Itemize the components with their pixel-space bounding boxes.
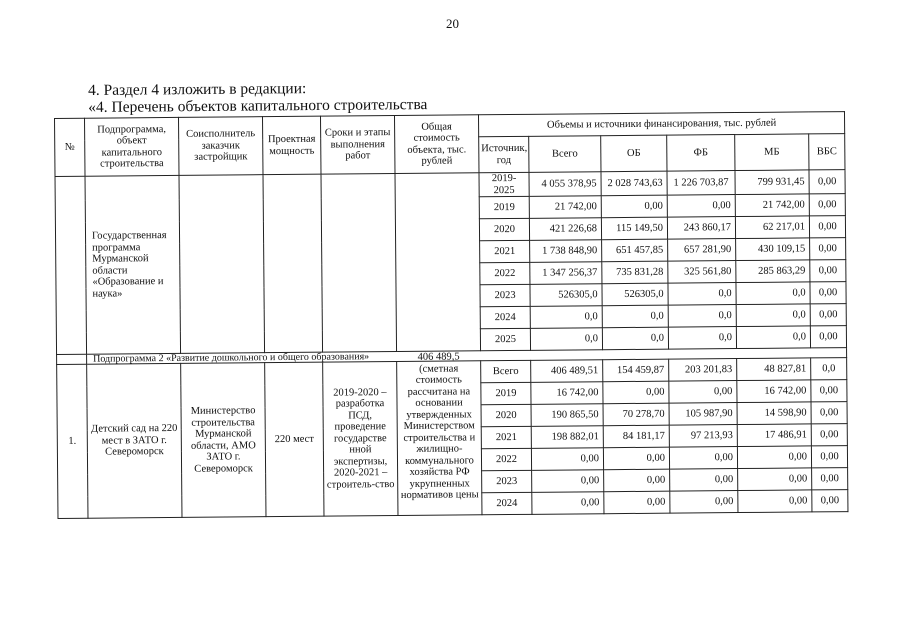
- row-fb: 243 860,17: [667, 217, 735, 240]
- row-total: 0,00: [532, 492, 604, 515]
- header-capacity: Проектная мощность: [262, 116, 321, 175]
- row-total: 526305,0: [530, 284, 602, 307]
- row-mb: 285 863,29: [736, 260, 810, 283]
- row-mb: 0,00: [738, 468, 812, 491]
- row-year: Всего: [481, 360, 531, 382]
- row-vbs: 0,00: [811, 402, 847, 424]
- row-total: 0,00: [532, 470, 604, 493]
- row-mb: 62 217,01: [735, 216, 809, 239]
- row-year: 2025: [480, 328, 530, 350]
- object-num: 1.: [57, 364, 88, 518]
- row-mb: 0,0: [736, 304, 810, 327]
- header-ob: ОБ: [601, 135, 667, 172]
- header-terms: Сроки и этапы выполнения работ: [320, 116, 395, 175]
- row-total: 421 226,68: [529, 218, 601, 241]
- row-vbs: 0,00: [812, 468, 848, 490]
- header-total: Всего: [529, 136, 601, 173]
- row-fb: 105 987,90: [669, 403, 737, 426]
- row-ob: 115 149,50: [601, 217, 667, 240]
- row-ob: 0,0: [602, 327, 668, 350]
- row-mb: 21 742,00: [735, 194, 809, 217]
- row-mb: 48 827,81: [737, 358, 811, 381]
- row-fb: 0,00: [669, 447, 737, 470]
- row-vbs: 0,00: [810, 260, 846, 282]
- row-year: 2022: [480, 262, 530, 284]
- header-mb: МБ: [735, 134, 809, 171]
- row-total: 1 347 256,37: [530, 262, 602, 285]
- row-mb: 14 598,90: [737, 402, 811, 425]
- row-fb: 0,0: [668, 305, 736, 328]
- header-fb: ФБ: [667, 135, 735, 172]
- row-ob: 0,00: [603, 381, 669, 404]
- row-total: 4 055 378,95: [529, 172, 601, 197]
- row-ob: 0,00: [604, 491, 670, 514]
- row-vbs: 0,00: [812, 490, 848, 512]
- object-terms: 2019-2020 – разработка ПСД, проведение государстве нной экспертизы, 2020-2021 – строитель-ство: [323, 362, 398, 517]
- row-fb: 0,00: [670, 491, 738, 514]
- section-heading: [88, 75, 848, 116]
- row-ob: 154 459,87: [603, 359, 669, 382]
- row-year: 2019: [479, 196, 529, 218]
- row-year: 2024: [482, 492, 532, 514]
- row-total: 406 489,51: [531, 360, 603, 383]
- object-name: Детский сад на 220 мест в ЗАТО г. Североморск: [87, 363, 182, 518]
- row-fb: 657 281,90: [668, 239, 736, 262]
- header-vbs: ВБС: [809, 134, 845, 170]
- row-total: 198 882,01: [531, 426, 603, 449]
- object-total-cost: [397, 351, 482, 516]
- row-ob: 735 831,28: [602, 261, 668, 284]
- row-fb: 0,00: [670, 469, 738, 492]
- row-fb: 97 213,93: [669, 425, 737, 448]
- header-num: №: [55, 118, 86, 176]
- header-source-year: Источник, год: [479, 136, 529, 172]
- program-capacity-cell: [263, 174, 323, 352]
- subprogram-num-cell: [57, 354, 87, 364]
- row-year: 2022: [481, 448, 531, 470]
- row-fb: 1 226 703,87: [667, 171, 735, 196]
- row-ob: 651 457,85: [602, 239, 668, 262]
- row-mb: 0,0: [736, 282, 810, 305]
- row-year: 2020: [481, 404, 531, 426]
- row-fb: 0,0: [668, 327, 736, 350]
- object-coexecutor: Министерство строительства Мурманской области, АМО ЗАТО г. Североморск: [181, 363, 266, 518]
- capital-construction-table: [54, 111, 847, 519]
- row-total: 0,0: [530, 306, 602, 329]
- row-ob: 2 028 743,63: [601, 171, 667, 196]
- row-mb: 17 486,91: [737, 424, 811, 447]
- row-year: 2019: [481, 382, 531, 404]
- header-coexecutor: Соисполнитель заказчик застройщик: [178, 117, 263, 176]
- row-mb: 799 931,45: [735, 170, 809, 195]
- row-total: 190 865,50: [531, 404, 603, 427]
- row-vbs: 0,00: [811, 380, 847, 402]
- heading-line-1: 4. Раздел 4 изложить в редакции:: [88, 80, 307, 99]
- row-total: 21 742,00: [529, 196, 601, 219]
- row-fb: 325 561,80: [668, 261, 736, 284]
- row-mb: 0,00: [738, 490, 812, 513]
- program-coexecutor-cell: [179, 175, 265, 354]
- row-mb: 430 109,15: [736, 238, 810, 261]
- row-year: 2023: [480, 284, 530, 306]
- row-vbs: 0,00: [810, 304, 846, 326]
- row-vbs: 0,00: [810, 238, 846, 260]
- header-total-cost: Общая стоимость объекта, тыс. рублей: [394, 115, 479, 174]
- row-fb: 203 201,83: [669, 359, 737, 382]
- row-total: 1 738 848,90: [530, 240, 602, 263]
- row-vbs: 0,00: [811, 446, 847, 468]
- row-vbs: 0,00: [809, 216, 845, 238]
- program-num-cell: [55, 176, 87, 354]
- row-vbs: 0,0: [811, 358, 847, 380]
- program-terms-cell: [321, 174, 397, 353]
- row-mb: 16 742,00: [737, 380, 811, 403]
- row-ob: 0,00: [604, 469, 670, 492]
- row-mb: 0,0: [736, 326, 810, 349]
- header-financing: Объемы и источники финансирования, тыс. рублей: [478, 112, 844, 137]
- row-vbs: 0,00: [810, 326, 846, 348]
- program-cost-cell: [395, 173, 481, 352]
- row-fb: 0,0: [668, 283, 736, 306]
- row-ob: 70 278,70: [603, 403, 669, 426]
- row-year: 2023: [482, 470, 532, 492]
- row-fb: 0,00: [669, 381, 737, 404]
- row-ob: 84 181,17: [603, 425, 669, 448]
- row-total: 0,0: [530, 328, 602, 351]
- row-year: 2024: [480, 306, 530, 328]
- object-capacity: 220 мест: [265, 362, 324, 517]
- heading-line-2: «4. Перечень объектов капитального строительства: [88, 96, 428, 116]
- row-fb: 0,00: [667, 195, 735, 218]
- row-year: 2021: [480, 240, 530, 262]
- row-ob: 0,00: [603, 447, 669, 470]
- row-vbs: 0,00: [809, 194, 845, 216]
- row-year: 2020: [479, 218, 529, 240]
- object-total-cost-text: 406 489,5 (сметная стоимость рассчитана на основании утвержденных Министерством строительства и жилищно-коммунального хозяйства РФ укрупненных нормативов цены: [400, 351, 479, 501]
- row-vbs: 0,00: [810, 282, 846, 304]
- row-total: 16 742,00: [531, 382, 603, 405]
- row-year: 2021: [481, 426, 531, 448]
- row-total: 0,00: [531, 448, 603, 471]
- page-number: 20: [446, 16, 459, 31]
- row-ob: 526305,0: [602, 283, 668, 306]
- row-ob: 0,0: [602, 305, 668, 328]
- subprogram-title: Подпрограмма 2 «Развитие дошкольного и общего образования»: [87, 348, 847, 365]
- row-vbs: 0,00: [809, 170, 845, 194]
- row-mb: 0,00: [737, 446, 811, 469]
- program-name: Государственная программа Мурманской области «Образование и наука»: [85, 175, 181, 354]
- row-vbs: 0,00: [811, 424, 847, 446]
- row-ob: 0,00: [601, 195, 667, 218]
- header-subprogram: Подпрограмма, объект капитального строительства: [85, 117, 180, 176]
- row-year: 2019-2025: [479, 172, 529, 196]
